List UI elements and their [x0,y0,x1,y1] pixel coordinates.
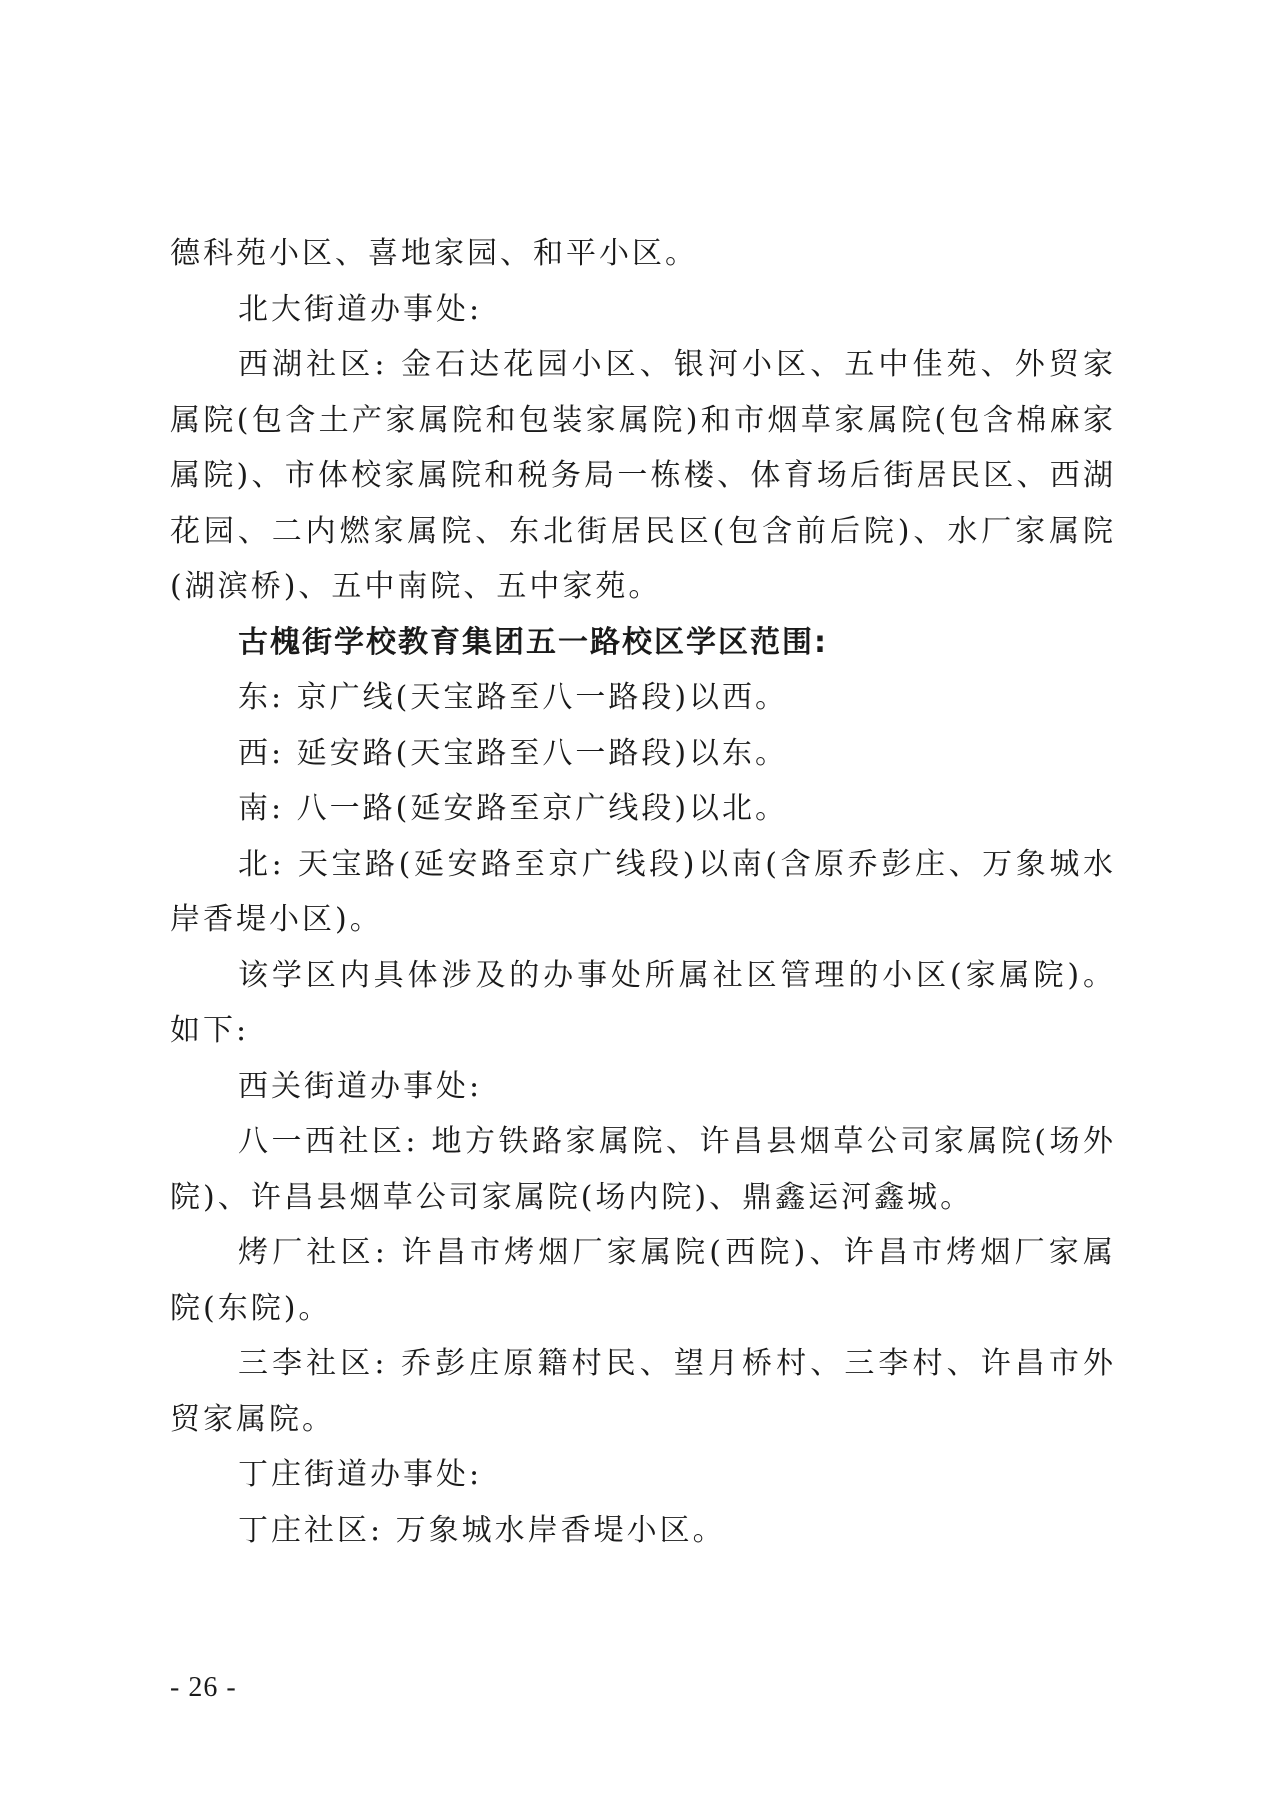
paragraph-district-intro: 该学区内具体涉及的办事处所属社区管理的小区(家属院)。如下: [170,957,1116,1048]
paragraph-sanli-community: 三李社区: 乔彭庄原籍村民、望月桥村、三李村、许昌市外贸家属院。 [170,1346,1116,1437]
paragraph-boundary-south: 南: 八一路(延安路至京广线段)以北。 [238,791,789,826]
paragraph-xihu-community: 西湖社区: 金石达花园小区、银河小区、五中佳苑、外贸家属院(包含土产家属院和包装家属院)和市烟草家属院(包含棉麻家属院)、市体校家属院和税务局一栋楼、体育场后街居民区、西湖花园、二内燃家属院、东北街居民区(包含前后院)、水厂家属院(湖滨桥)、五中南院、五中家苑。 [170,347,1116,604]
paragraph-beida-office: 北大街道办事处: [238,291,483,327]
paragraph-kaochang-community: 烤厂社区: 许昌市烤烟厂家属院(西院)、许昌市烤烟厂家属院(东院)。 [170,1235,1116,1326]
paragraph-bayixi-community: 八一西社区: 地方铁路家属院、许昌县烟草公司家属院(场外院)、许昌县烟草公司家属院(场内院)、鼎鑫运河鑫城。 [170,1124,1116,1215]
section-heading: 古槐街学校教育集团五一路校区学区范围: [238,624,828,660]
paragraph-xiguan-office: 西关街道办事处: [238,1068,483,1104]
page-number: - 26 - [170,1672,237,1703]
paragraph-boundary-north: 北: 天宝路(延安路至京广线段)以南(含原乔彭庄、万象城水岸香堤小区)。 [170,846,1116,937]
paragraph-dingzhuang-office: 丁庄街道办事处: [238,1457,483,1492]
document-body [170,226,1116,1558]
paragraph-boundary-east: 东: 京广线(天宝路至八一路段)以西。 [238,680,789,715]
paragraph-dingzhuang-community: 丁庄社区: 万象城水岸香堤小区。 [238,1512,726,1548]
paragraph-boundary-west: 西: 延安路(天宝路至八一路段)以东。 [238,735,789,771]
paragraph-continuation: 德科苑小区、喜地家园、和平小区。 [170,236,698,271]
